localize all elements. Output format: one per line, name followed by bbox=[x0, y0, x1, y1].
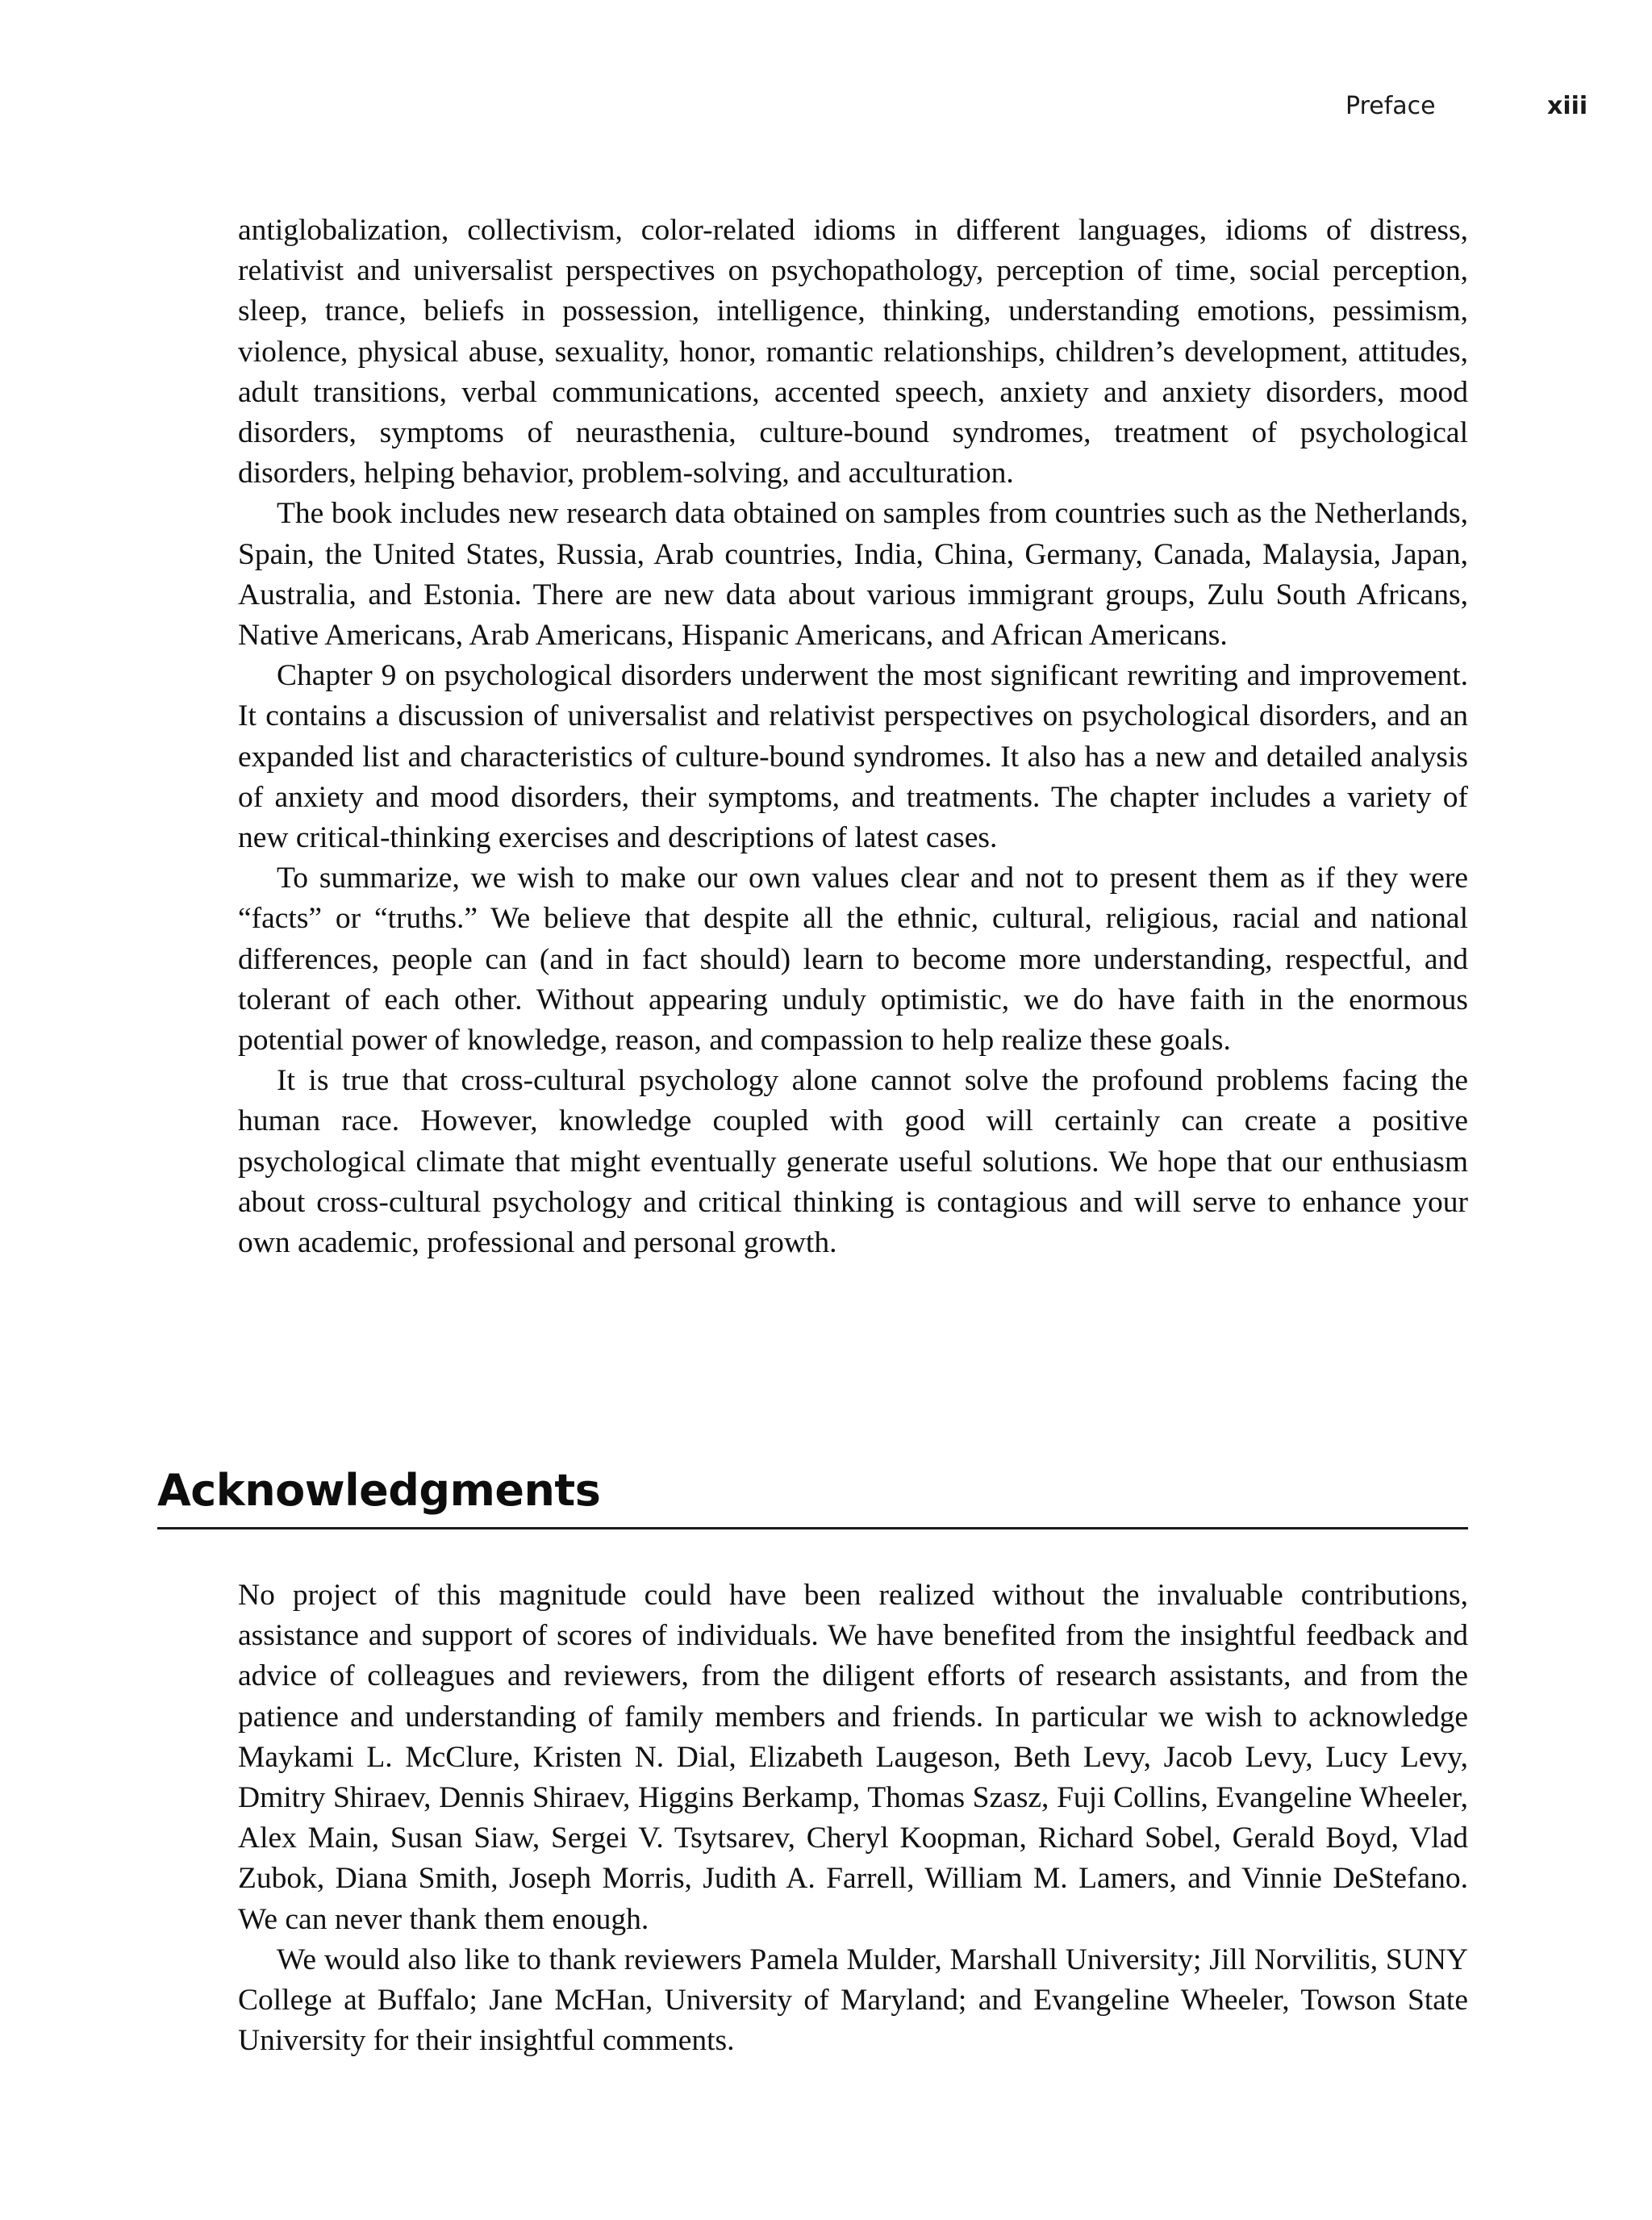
acknowledgments-heading: Acknowledgments bbox=[157, 1465, 601, 1516]
running-head-section-title: Preface bbox=[1345, 92, 1436, 120]
preface-paragraph: To summarize, we wish to make our own values clear and not to present them as if they were “facts” or “truths.” We believe that despite all the ethnic, cultural, religious, racial and national differences, people can (and in fact should) learn to become more understanding, respectful, and tolerant of each other. Without appearing unduly optimistic, we do have faith in the enormous potential power of knowledge, reason, and compassion to help realize these goals. bbox=[238, 862, 1468, 1058]
acknowledgments-paragraph: We would also like to thank reviewers Pamela Mulder, Marshall University; Jill Norvilitis, SUNY College at Buffalo; Jane McHan, University of Maryland; and Evangeline Wheeler, Towson State University for their insightful comments. bbox=[238, 1942, 1468, 2058]
preface-paragraph: Chapter 9 on psychological disorders underwent the most significant rewriting and improvement. It contains a discussion of universalist and relativist perspectives on psychological disorders, and an expanded list and characteristics of culture-bound syndromes. It also has a new and detailed analysis of anxiety and mood disorders, their symptoms, and treatments. The chapter includes a variety of new critical-thinking exercises and descriptions of latest cases. bbox=[238, 659, 1468, 855]
heading-rule bbox=[157, 1527, 1468, 1529]
preface-paragraph-continued: antiglobalization, collectivism, color-related idioms in different languages, idioms of distress, relativist and universalist perspectives on psychopathology, perception of time, social perception, sleep, trance, beliefs in possession, intelligence, thinking, understanding emotions, pessimism, violence, physical abuse, sexuality, honor, romantic relationships, children’s development, attitudes, adult transitions, verbal communications, accented speech, anxiety and anxiety disorders, mood disorders, symptoms of neurasthenia, culture-bound syndromes, treatment of psychological disorders, helping behavior, problem-solving, and acculturation. bbox=[238, 214, 1468, 490]
preface-body bbox=[238, 211, 1468, 1263]
page-number: xiii bbox=[1547, 92, 1588, 120]
preface-paragraph: It is true that cross-cultural psychology alone cannot solve the profound problems facing the human race. However, knowledge coupled with good will certainly can create a positive psychological climate that might eventually generate useful solutions. We hope that our enthusiasm about cross-cultural psychology and critical thinking is contagious and will serve to enhance your own academic, professional and personal growth. bbox=[238, 1064, 1468, 1260]
acknowledgments-paragraph: No project of this magnitude could have been realized without the invaluable contributions, assistance and support of scores of individuals. We have benefited from the insightful feedback and advice of colleagues and reviewers, from the diligent efforts of research assistants, and from the patience and understanding of family members and friends. In particular we wish to acknowledge Maykami L. McClure, Kristen N. Dial, Elizabeth Laugeson, Beth Levy, Jacob Levy, Lucy Levy, Dmitry Shiraev, Dennis Shiraev, Higgins Berkamp, Thomas Szasz, Fuji Collins, Evangeline Wheeler, Alex Main, Susan Siaw, Sergei V. Tsytsarev, Cheryl Koopman, Richard Sobel, Gerald Boyd, Vlad Zubok, Diana Smith, Joseph Morris, Judith A. Farrell, William M. Lamers, and Vinnie DeStefano. We can never thank them enough. bbox=[238, 1579, 1468, 1936]
preface-paragraph: The book includes new research data obtained on samples from countries such as the Netherlands, Spain, the United States, Russia, Arab countries, India, China, Germany, Canada, Malaysia, Japan, Australia, and Estonia. There are new data about various immigrant groups, Zulu South Africans, Native Americans, Arab Americans, Hispanic Americans, and African Americans. bbox=[238, 497, 1468, 653]
running-head bbox=[0, 92, 1652, 132]
acknowledgments-body bbox=[238, 1575, 1468, 2061]
